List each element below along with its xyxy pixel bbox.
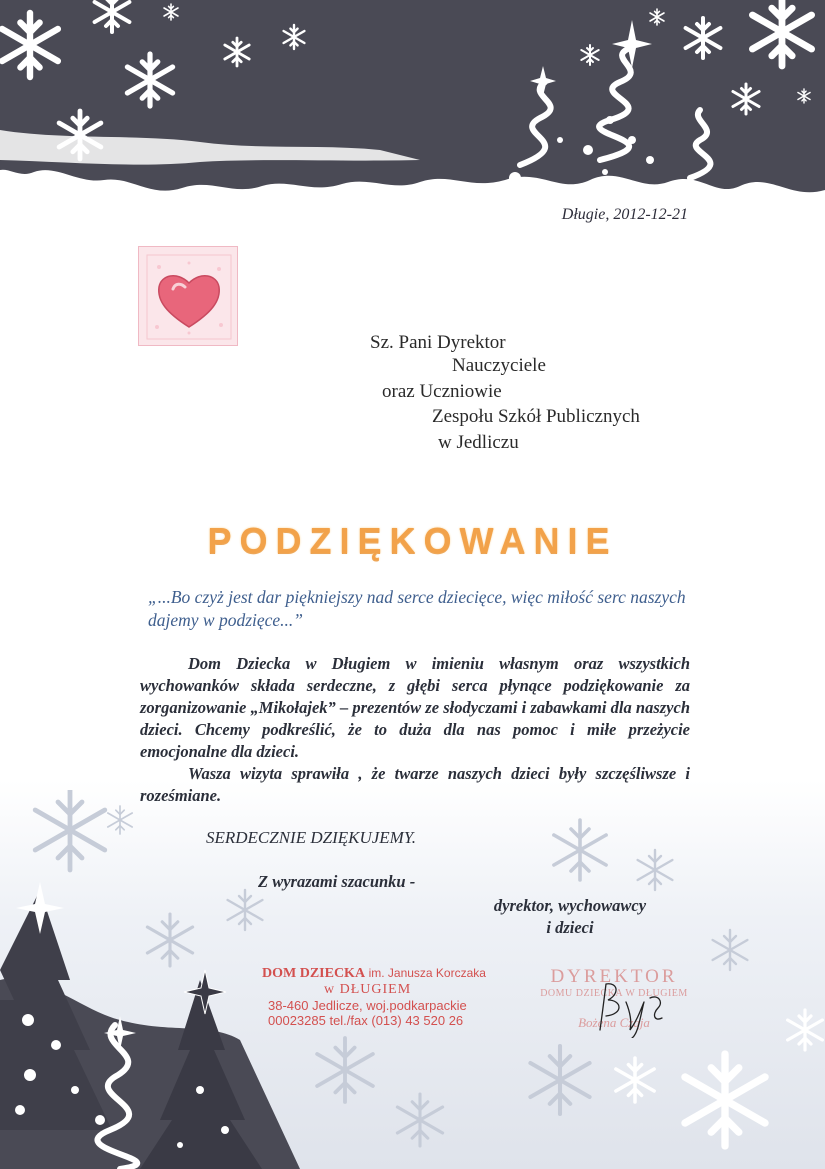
stamp-place: w DŁUGIEM <box>324 982 412 997</box>
closing-regards: Z wyrazami szacunku - <box>258 872 416 891</box>
signatory-line-1: dyrektor, wychowawcy <box>493 896 647 915</box>
body-paragraph-1 <box>140 653 690 763</box>
signatory-line-2: i dzieci <box>546 918 594 937</box>
heart-icon <box>139 247 239 347</box>
director-stamp-title: DYREKTOR <box>550 966 678 987</box>
body-paragraph-1-text: Dom Dziecka w Długiem w imieniu własnym oraz wszystkich wychowanków składa serdeczne, z głębi serca płynące podziękowanie za zorganizowanie „Mikołajek” – prezentów ze słodyczami i zabawkami dla naszych dzieci. Chcemy podkreślić, że to duża dla nas pomoc i miłe przeżycie emocjonalne dla dzieci. <box>140 654 690 761</box>
recipient-line-5: w Jedliczu <box>438 432 519 453</box>
winter-banner <box>0 0 825 215</box>
recipient-line-1: Sz. Pani Dyrektor <box>370 332 506 353</box>
closing-thanks: SERDECZNIE DZIĘKUJEMY. <box>206 828 416 847</box>
stamp-name-line <box>262 966 492 982</box>
stamp-contact: 00023285 tel./fax (013) 43 520 26 <box>268 1013 464 1028</box>
institution-stamp <box>262 966 492 1028</box>
handwritten-signature <box>592 978 672 1038</box>
recipient-line-2: Nauczyciele <box>452 355 546 376</box>
director-stamp-name: Bożena Czaja <box>578 1015 650 1030</box>
director-stamp-subtitle: DOMU DZIECKA W DŁUGIEM <box>540 988 688 999</box>
stamp-patron: im. Janusza Korczaka <box>368 966 486 980</box>
stamp-address: 38-460 Jedlicze, woj.podkarpackie <box>268 998 467 1013</box>
body-paragraph-2-text: Wasza wizyta sprawiła , że twarze naszych dzieci były szczęśliwsze i roześmiane. <box>140 764 690 805</box>
recipient-line-3: oraz Uczniowie <box>382 381 502 402</box>
letter-date: Długie, 2012-12-21 <box>561 206 688 223</box>
letter-quote: „...Bo czyż jest dar piękniejszy nad serce dziecięce, więc miłość serc naszych dajemy w podzięce...” <box>148 587 686 630</box>
recipient-line-4: Zespołu Szkół Publicznych <box>432 406 640 427</box>
stamp-name: DOM DZIECKA <box>262 966 366 981</box>
letter-title: PODZIĘKOWANIE <box>207 520 618 561</box>
heart-card <box>138 246 238 346</box>
